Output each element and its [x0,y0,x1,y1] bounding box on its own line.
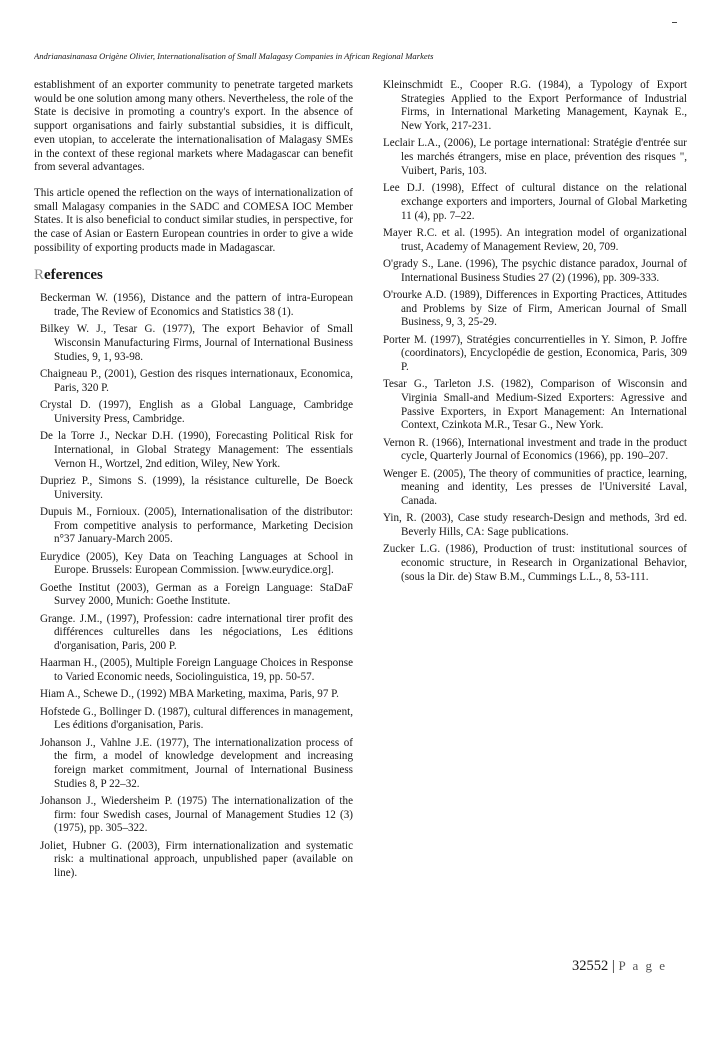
reference-item: Joliet, Hubner G. (2003), Firm internationalization and systematic risk: a multinational approach, unpublished paper (available on line). [40,839,353,880]
reference-item: Hiam A., Schewe D., (1992) MBA Marketing, maxima, Paris, 97 P. [40,688,339,701]
reference-item: Wenger E. (2005), The theory of communities of practice, learning, meaning and identity, Les presses de l'Université Laval, Canada. [383,467,687,508]
reference-item: Beckerman W. (1956), Distance and the pattern of intra-European trade, The Review of Economics and Statistics 38 (1). [40,292,353,319]
right-column [383,79,687,588]
reference-item: Dupriez P., Simons S. (1999), la résistance culturelle, De Boeck University. [40,474,353,501]
reference-item: Mayer R.C. et al. (1995). An integration model of organizational trust, Academy of Management Review, 20, 709. [383,226,687,253]
reference-item: Eurydice (2005), Key Data on Teaching Languages at School in Europe. Brussels: European Commission. [www.eurydice.org]. [40,550,353,577]
references-heading-text: eferences [44,267,103,284]
reference-item: Goethe Institut (2003), German as a Foreign Language: StaDaF Survey 2000, Munich: Goethe Institute. [40,581,353,608]
body-paragraph: establishment of an exporter community to penetrate targeted markets would be one solution among many others. Nevertheless, the role of the State is decisive in promoting a country's export. In the absence of support organisations and fairly substantial subsidies, it is difficult, even utopian, to accelerate the internationalisation of Malagasy SMEs in the context of these regional markets where Madagascar can benefit from several advantages. [34,79,353,174]
reference-item: Hofstede G., Bollinger D. (1987), cultural differences in management, Les éditions d'organisation, Paris. [40,705,353,732]
running-head: Andrianasinanasa Origène Olivier, Internationalisation of Small Malagasy Companies in African Regional Markets [34,51,434,61]
page-footer [572,958,667,975]
reference-item: Porter M. (1997), Stratégies concurrentielles in Y. Simon, P. Joffre (coordinators), Encyclopédie de gestion, Economica, Paris, 309 P. [383,333,687,373]
reference-item: Johanson J., Vahlne J.E. (1977), The internationalization process of the firm, a model of knowledge development and increasing foreign market commitment, Journal of International Business Studies 8, P 22–32. [40,736,353,790]
reference-item: De la Torre J., Neckar D.H. (1990), Forecasting Political Risk for International, in Global Strategy Management: The essentials Vernon H., Wortzel, 2nd edition, Wiley, New York. [40,430,353,470]
footer-separator: | [608,958,619,974]
reference-item: Yin, R. (2003), Case study research-Design and methods, 3rd ed. Beverly Hills, CA: Sage publications. [383,512,687,539]
reference-item: Vernon R. (1966), International investment and trade in the product cycle, Quarterly Journal of Economics (1966), pp. 190–207. [383,436,687,463]
reference-item: O'grady S., Lane. (1996), The psychic distance paradox, Journal of International Business Studies 27 (2) (1996), pp. 309-333. [383,257,687,284]
references-heading [34,267,353,284]
page-number: 32552 [572,958,609,974]
reference-item: Lee D.J. (1998), Effect of cultural distance on the relational exchange exporters and importers, Journal of Global Marketing 11 (4), pp. 7–22. [383,182,687,222]
reference-item: Tesar G., Tarleton J.S. (1982), Comparison of Wisconsin and Virginia Small-and Medium-Sized Exporters: Agressive and Passive Exporters, in Export Management: An International Context, Czinkota M.R., Tesar G., New York. [383,378,687,432]
reference-item: Kleinschmidt E., Cooper R.G. (1984), a Typology of Export Strategies Applied to the Export Performance of Industrial Firms, in International Marketing Management, Kaynak E., New York, 217-231. [383,79,687,133]
references-heading-initial: R [34,267,45,284]
reference-item: Haarman H., (2005), Multiple Foreign Language Choices in Response to Varied Economic needs, Sociolinguistica, 19, pp. 50-57. [40,657,353,683]
page-word: P a g e [618,958,667,973]
reference-item: Crystal D. (1997), English as a Global Language, Cambridge University Press, Cambridge. [40,399,353,425]
reference-list-right [383,79,687,584]
reference-list-left [34,292,353,880]
body-paragraph: This article opened the reflection on the ways of internationalization of small Malagasy companies in the SADC and COMESA IOC Member States. It is also beneficial to conduct similar studies, in perspective, for the case of Asian or Eastern European countries in order to give a wide possibility of exporting products made in Madagascar. [34,186,353,254]
reference-item: Dupuis M., Fornioux. (2005), Internationalisation of the distributor: From competitive analysis to performance, Marketing Decision n°37 January-March 2005. [40,505,353,546]
reference-item: Johanson J., Wiedersheim P. (1975) The internationalization of the firm: four Swedish cases, Journal of Management Studies 12 (3) (1975), pp. 305–322. [40,794,353,835]
reference-item: O'rourke A.D. (1989), Differences in Exporting Practices, Attitudes and Problems by Size of Firm, American Journal of Small Business, 9, 3, 25-29. [383,288,687,329]
scan-mark [672,22,677,23]
reference-item: Chaigneau P., (2001), Gestion des risques internationaux, Economica, Paris, 320 P. [40,368,353,394]
reference-item: Grange. J.M., (1997), Profession: cadre international tirer profit des différences culturelles dans les négociations, Les éditions d'organisation, Paris, 200 P. [40,612,353,652]
reference-item: Zucker L.G. (1986), Production of trust: institutional sources of economic structure, in Research in Organizational Behavior, (sous la Dir. de) Staw B.M., Cummings L.L., 8, 53-111. [383,543,687,583]
reference-item: Bilkey W. J., Tesar G. (1977), The export Behavior of Small Wisconsin Manufacturing Firms, Journal of International Business Studies, 9, 1, 93-98. [40,323,353,363]
reference-item: Leclair L.A., (2006), Le portage international: Stratégie d'entrée sur les marchés étrangers, mise en place, prévention des risques ", Vuibert, Paris, 103. [383,137,687,177]
left-column [34,79,353,884]
